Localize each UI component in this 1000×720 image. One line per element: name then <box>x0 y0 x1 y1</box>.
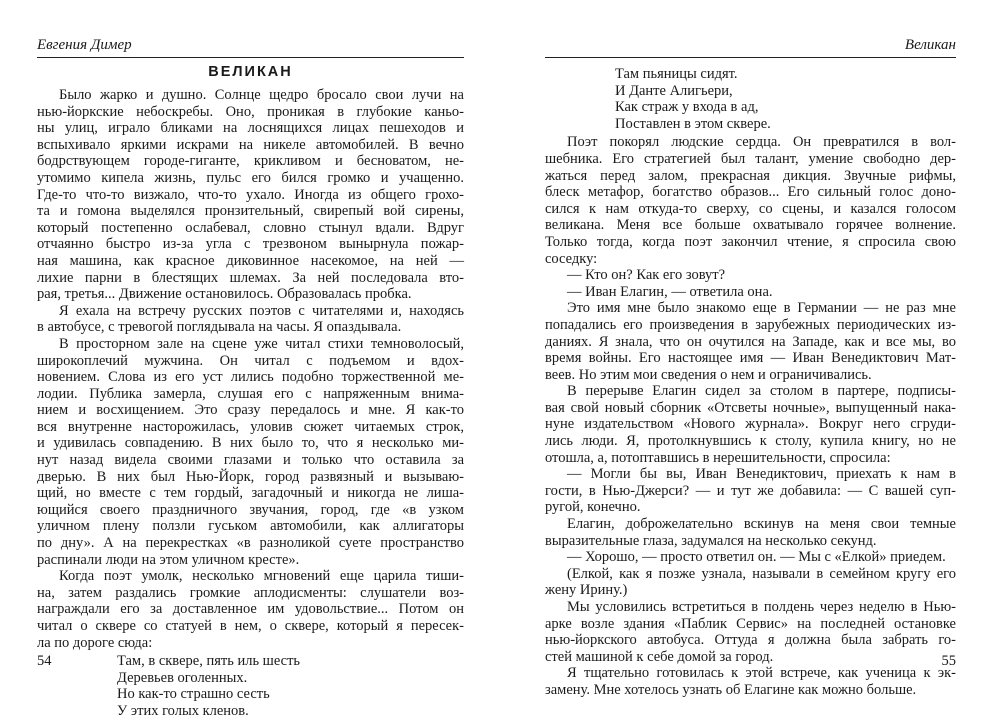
text-line: замену. Мне хотелось узнать об Елагине как можно больше. <box>545 681 917 698</box>
text-line: утомимо кипела жизнь, пульс его бился громко и учащенно. <box>37 169 464 186</box>
verse-line: Но как-то страшно сесть <box>117 686 270 703</box>
text-line: вая свой новый сборник «Отсветы ночные», выпущенный нака- <box>545 399 956 416</box>
verse-line: Как страж у входа в ад, <box>615 99 759 116</box>
text-line: дверью. В них был Нью-Йорк, город развязный и вызываю- <box>37 468 464 485</box>
text-line: щий, но вместе с тем гордый, загадочный и никогда не лиша- <box>37 485 464 502</box>
text-line: который постепенно ослабевал, словно стынул вдали. Вдруг <box>37 219 464 236</box>
right-body-text <box>545 66 956 699</box>
right-page <box>500 0 1000 707</box>
text-line: нуне издательством «Нового журнала». Вокруг него сгруди- <box>545 416 956 433</box>
text-line: В просторном зале на сцене уже читал стихи темноволосый, <box>59 335 464 352</box>
text-line: Было жарко и душно. Солнце щедро бросало свои лучи на <box>59 87 464 103</box>
text-line: уличном плену ползли гуськом автомобили, как аллигаторы <box>37 518 464 535</box>
text-line: В перерыве Елагин сидел за столом в партере, подписы- <box>567 383 956 400</box>
text-line: жену Ирину.) <box>545 582 628 599</box>
running-header-title: Великан <box>904 37 956 53</box>
text-line: бодрствующем городе-гиганте, крикливом и бесноватом, не- <box>37 153 464 170</box>
text-line: Елагин, доброжелательно вскинув на меня свои темные <box>567 516 956 533</box>
text-line: — Иван Елагин, — ответила она. <box>567 283 773 300</box>
text-line: Только тогда, когда поэт закончил чтение, я спросила свою <box>545 233 956 250</box>
text-line: попадались его произведения в зарубежных периодических из- <box>545 316 956 333</box>
text-line: та и гомона выделялся пронзительный, свирепый вой сирены, <box>37 203 464 220</box>
text-line: новением. Слова из его уст лились подобно торжественной ме- <box>37 369 464 386</box>
header-rule <box>37 57 464 58</box>
text-line: рая, третья... Движение остановилось. Образовалась пробка. <box>37 286 412 303</box>
text-line: Когда поэт умолк, несколько мгновений еще царила тиши- <box>59 568 464 585</box>
text-line: соседку: <box>545 250 598 267</box>
text-line: на, затем раздались громкие аплодисменты: слушатели воз- <box>37 584 464 601</box>
verse-line: Поставлен в этом сквере. <box>615 115 771 132</box>
verse-line: У этих голых кленов. <box>117 702 249 719</box>
text-line: ла по дороге сюда: <box>37 634 153 651</box>
text-line: вся внутренне насторожилась, уловив сюжет читаемых строк, <box>37 418 464 435</box>
text-line: читал о сквере со статуей в нем, о сквере, который я пересек- <box>37 618 464 634</box>
text-line: награждали его за доставленное им удовольствие... Потом он <box>37 601 464 618</box>
left-body-text <box>37 87 464 720</box>
text-line: жаться перед залом, прекрасная дикция. Звучные рифмы, <box>545 167 956 184</box>
text-line: широкоплечий мужчина. Он читал с подъемом и вдох- <box>37 352 464 369</box>
text-line: великана. Меня все больше охватывало горячее волнение. <box>545 217 956 234</box>
text-line: Это имя мне было знакомо еще в Германии — не раз мне <box>567 300 956 317</box>
text-line: гости, в Нью-Джерси? — и тут же добавила: — С вашей суп- <box>545 482 956 499</box>
verse-line: И Данте Алигьери, <box>615 82 733 99</box>
text-line: ны улиц, играло бликами на лоснящихся лицах пешеходов и <box>37 120 464 137</box>
text-line: нью-йоркские небоскребы. Оно, проникая в глубокие каньо- <box>37 103 464 120</box>
text-line: Я тщательно готовилась к этой встрече, как ученица к эк- <box>567 665 956 682</box>
text-line: Я ехала на встречу русских поэтов с читателями и, находясь <box>59 302 464 319</box>
text-line: лихие парни в блестящих шлемах. За ней последовала вто- <box>37 269 464 286</box>
text-line: и удивилась совпадению. В них было то, что я несколько ми- <box>37 435 464 452</box>
text-line: — Хорошо, — просто ответил он. — Мы с «Елкой» приедем. <box>567 549 946 566</box>
left-page <box>0 0 500 719</box>
verse-line: Там пьяницы сидят. <box>615 66 738 82</box>
text-line: арке возле здания «Паблик Сервис» на последней остановке <box>545 615 956 632</box>
header-rule <box>545 57 956 58</box>
text-line: Мы условились встретиться в полдень через неделю в Нью- <box>567 599 956 615</box>
verse-line: Там, в сквере, пять иль шесть <box>117 653 301 670</box>
text-line: нью-йоркского автобуса. Оттуда я должна была забрать го- <box>545 632 956 649</box>
text-line: нут назад видела своими глазами и только что оставила за <box>37 452 464 469</box>
page-number: 54 <box>37 653 52 669</box>
text-line: Где-то что-то визжало, что-то ухало. Иногда из общего грохо- <box>37 186 464 203</box>
text-line: (Елкой, как я позже узнала, называли в семейном кругу его <box>567 565 956 582</box>
text-line: ющийся своего праздничного звучания, город, где «в узком <box>37 501 464 518</box>
text-line: лись люди. Я, протолкнувшись к столу, купила книгу, но не <box>545 433 956 450</box>
text-line: шебника. Его стратегией был талант, умение свободно дер- <box>545 150 956 167</box>
text-line: нием и восхищением. Это сразу передалось и мне. Я как-то <box>37 402 464 419</box>
text-line: Поэт покорял людские сердца. Он превратился в вол- <box>567 134 956 151</box>
verse-line: Деревьев оголенных. <box>117 669 248 686</box>
text-line: время войны. Его настоящее имя — Иван Венедиктович Мат- <box>545 350 956 367</box>
text-line: отчаянно быстро из-за угла с трезвоном вынырнула пожар- <box>37 236 464 253</box>
text-line: даниях. Я знала, что он очутился на Западе, как и все мы, во <box>545 333 956 350</box>
text-line: стей машиной к себе домой за город. <box>545 648 774 665</box>
text-line: блеск метафор, богатство образов... Его сильный голос доно- <box>545 184 956 201</box>
text-line: по дну». А на перекрестках «в разноликой суете пространство <box>37 535 464 552</box>
text-line: ругой, конечно. <box>545 499 641 516</box>
text-line: лодии. Публика замерла, слушая его с напряженным внима- <box>37 385 464 402</box>
chapter-title: ВЕЛИКАН <box>208 64 293 80</box>
text-line: сился к нам откуда-то сверху, со сцены, и казался голосом <box>545 200 956 217</box>
text-line: вспыхивало яркими искрами на никеле автомобилей. В вечно <box>37 136 464 153</box>
text-line: выразительные глаза, задумался на несколько секунд. <box>545 532 877 549</box>
text-line: отошла, а, потоптавшись в нерешительности, спросила: <box>545 449 891 466</box>
text-line: ная машина, как красное диковинное насекомое, на ней — <box>37 252 464 269</box>
running-header-author: Евгения Димер <box>37 37 132 53</box>
text-line: в автобусе, с тревогой поглядывала на часы. Я опаздывала. <box>37 319 402 336</box>
text-line: — Могли бы вы, Иван Венедиктович, приехать к нам в <box>567 466 956 483</box>
text-line: распинали люди на этом уличном кресте». <box>37 551 300 568</box>
text-line: веев. Но этим мои сведения о нем и ограничивались. <box>545 366 872 383</box>
text-line: — Кто он? Как его зовут? <box>567 267 726 284</box>
page-number: 55 <box>941 653 956 669</box>
